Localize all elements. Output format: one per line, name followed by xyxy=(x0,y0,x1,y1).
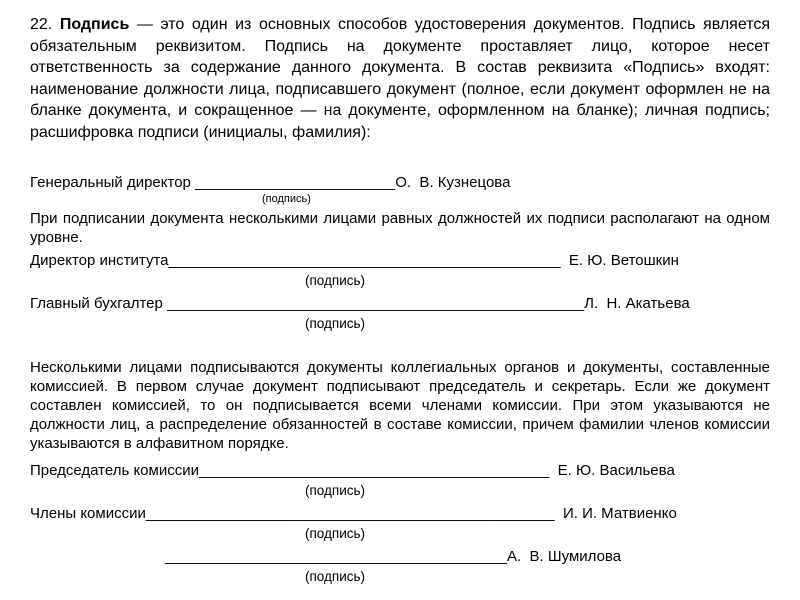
signature-line: Директор института_______________________________________________ Е. Ю. Ветошкин xyxy=(30,252,679,269)
signature-caption: (подпись) xyxy=(305,526,366,541)
signature-example-institute-director xyxy=(30,251,770,289)
signature-example-commission-member-2 xyxy=(30,547,770,585)
signature-line: _________________________________________А. В. Шумилова xyxy=(165,548,622,565)
term-signature: Подпись xyxy=(59,16,130,33)
signature-caption: (подпись) xyxy=(305,316,366,331)
paragraph-same-level: При подписании документа несколькими лицами равных должностей их подписи располагают на одном уровне. xyxy=(30,210,770,246)
signature-caption: (подпись) xyxy=(305,483,366,498)
paragraph-commission: Несколькими лицами подписываются документы коллегиальных органов и документы, составленные комиссией. В первом случае документ подписывают председатель и секретарь. Если же документ составлен комиссией, то он подписывается всеми членами комиссии. При этом указываются не должности лиц, а распределение обязанностей в составе комиссии, причем фамилии членов комиссии указываются в алфавитном порядке. xyxy=(30,359,770,452)
signature-example-chief-accountant xyxy=(30,294,770,332)
signature-line: Члены комиссии_________________________________________________ И. И. Матвиенко xyxy=(30,505,677,522)
signature-caption: (подпись) xyxy=(262,193,311,205)
signature-caption: (подпись) xyxy=(305,569,366,584)
signature-example-commission-member-1 xyxy=(30,504,770,542)
signature-example-commission-chairman xyxy=(30,461,770,499)
section-number: 22. xyxy=(30,16,60,33)
signature-line: Генеральный директор ________________________О. В. Кузнецова xyxy=(30,174,511,191)
signature-caption: (подпись) xyxy=(305,273,366,288)
intro-body-text: — это один из основных способов удостоверения документов. Подпись является обязательным реквизитом. Подпись на документе проставляет лицо, которое несет ответственность за содержание данного документа. В состав реквизита «Подпись» входят: наименование должности лица, подписавшего документ (полное, если документ оформлен не на бланке документа, и сокращенное — на документе, оформленном на бланке); личная подпись; расшифровка подписи (инициалы, фамилия): xyxy=(30,16,771,141)
signature-line: Председатель комиссии__________________________________________ Е. Ю. Васильева xyxy=(30,462,675,479)
signature-example-general-director xyxy=(30,173,770,206)
signature-line: Главный бухгалтер __________________________________________________Л. Н. Акатьева xyxy=(30,295,690,312)
intro-paragraph xyxy=(30,14,770,143)
